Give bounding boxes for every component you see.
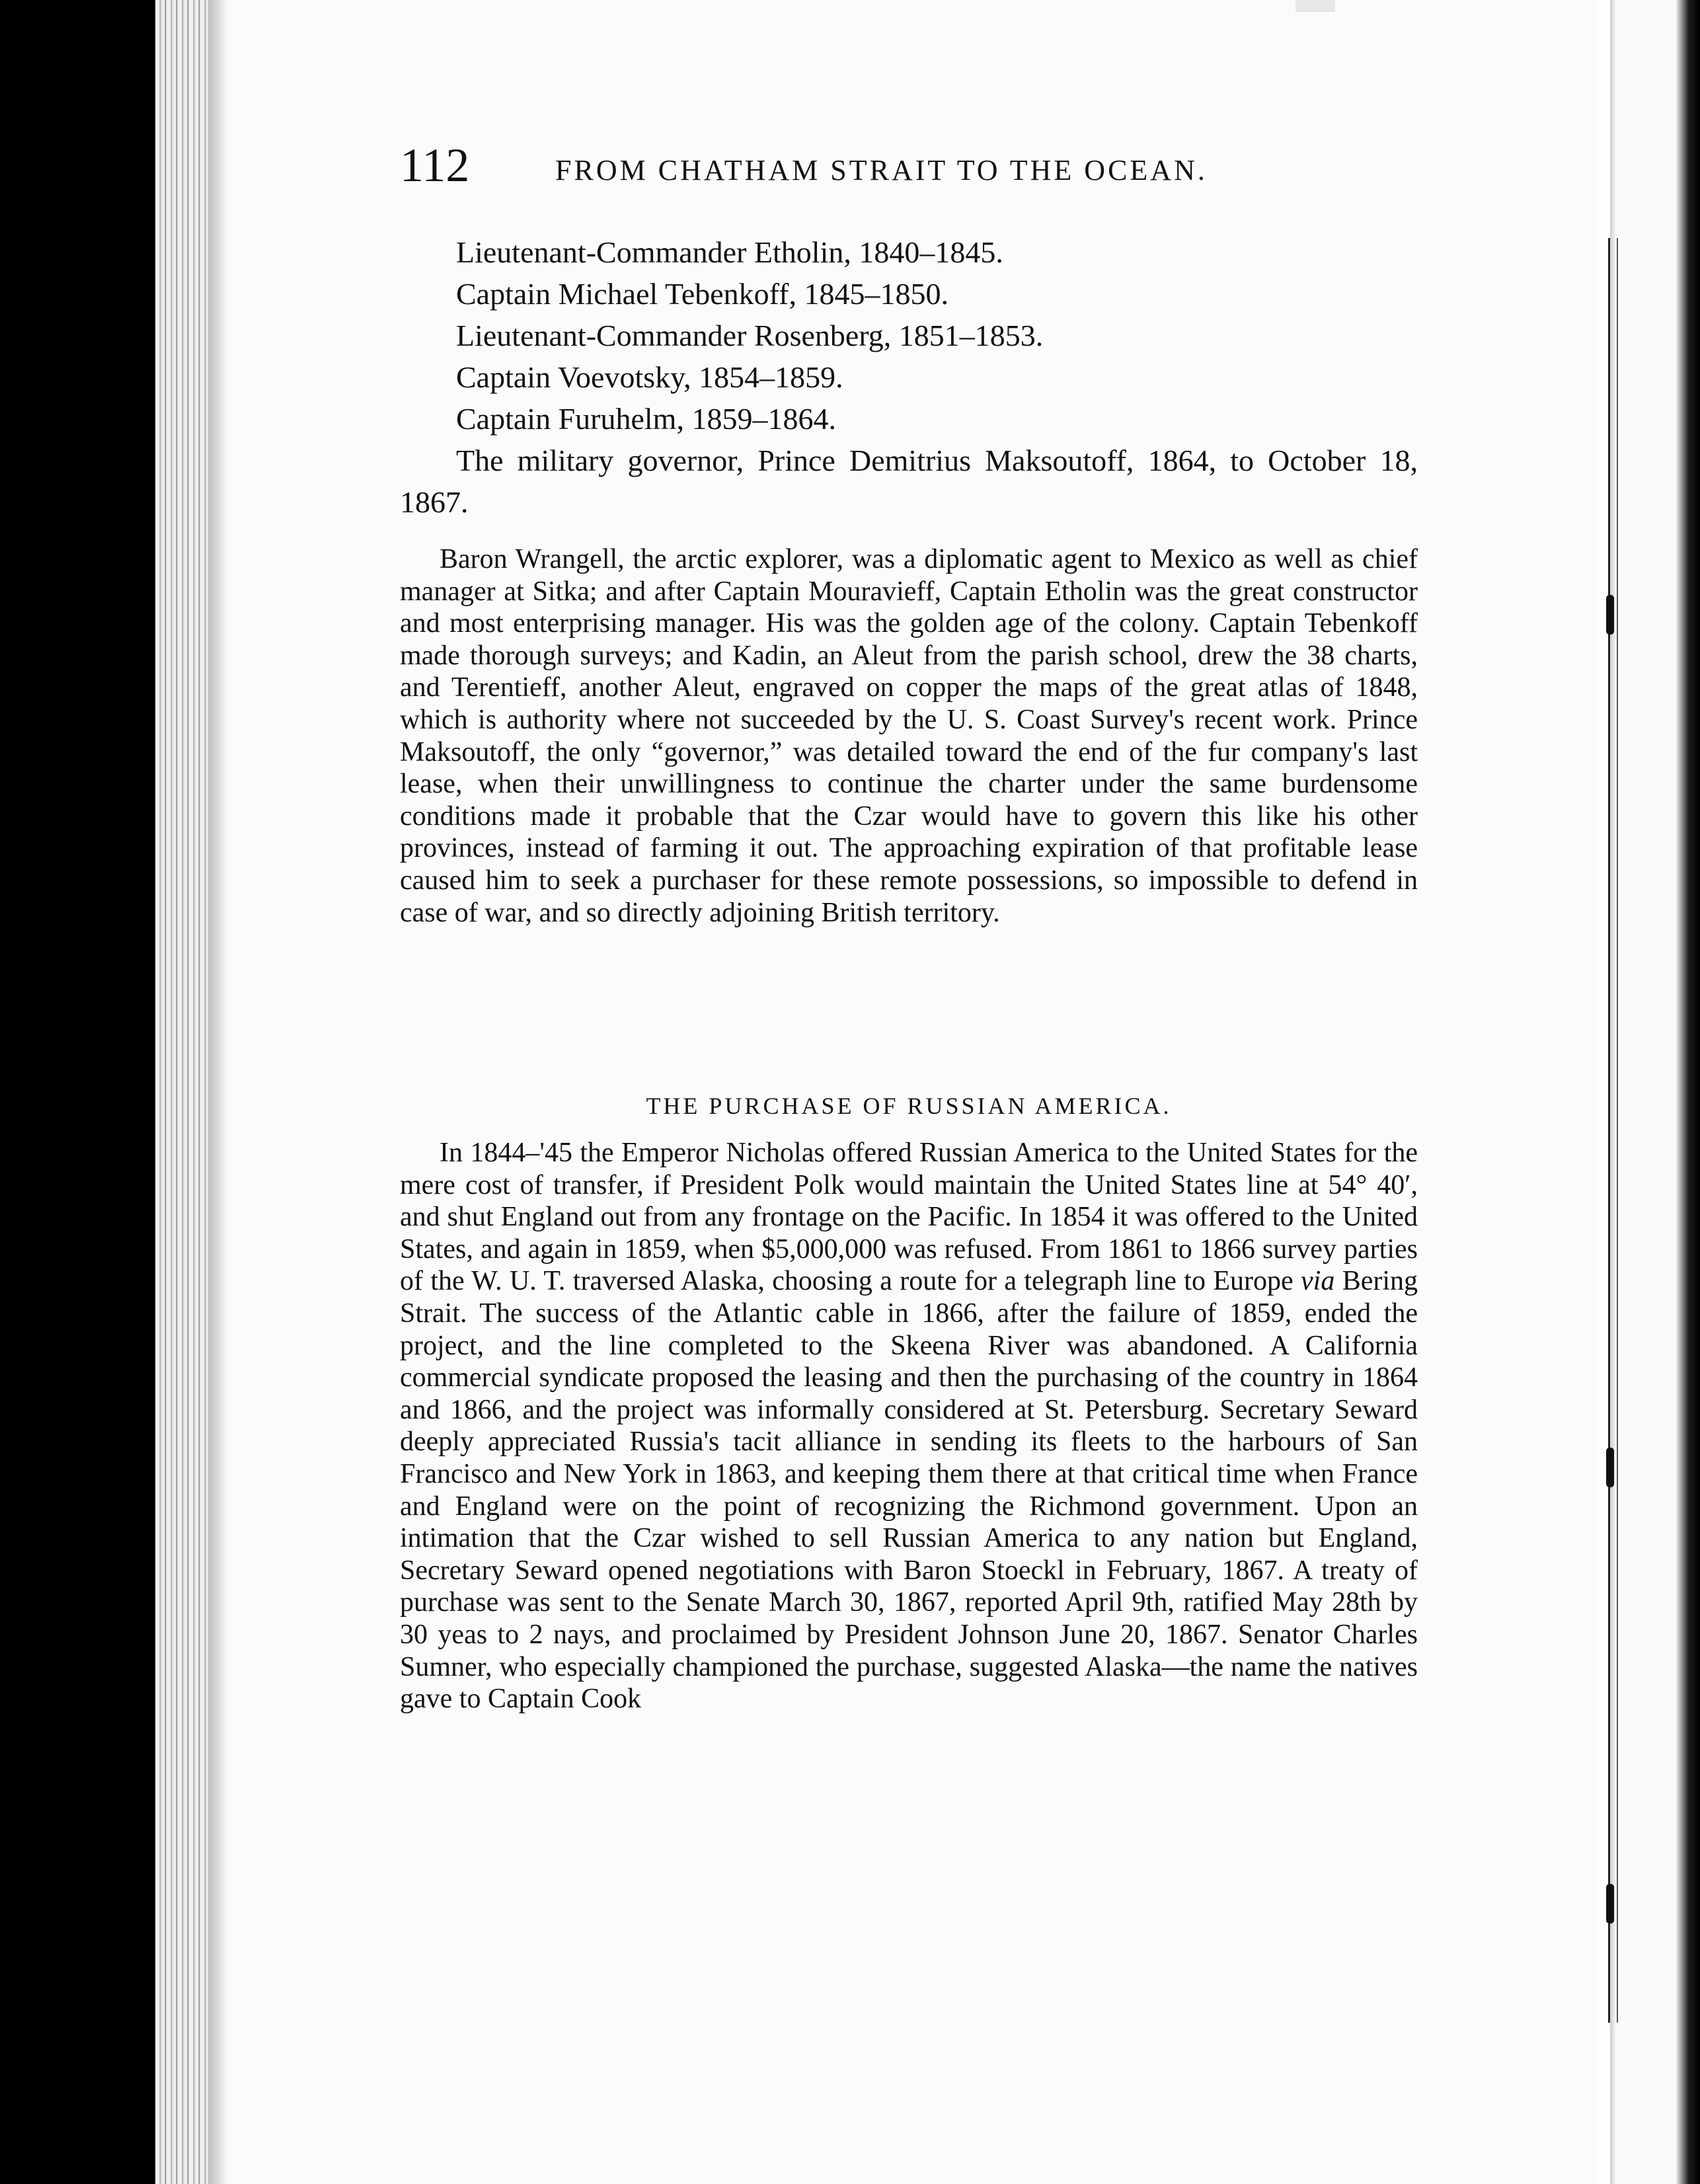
list-item: Lieutenant-Commander Etholin, 1840–1845. [456,235,1003,269]
list-item: Captain Michael Tebenkoff, 1845–1850. [456,277,948,311]
edge-mark [1606,1448,1614,1487]
scan-background-right [1596,0,1700,2184]
running-head: FROM CHATHAM STRAIT TO THE OCEAN. [555,154,1208,186]
list-item: The military governor, Prince Demitrius Maksoutoff, 1864, to October 18, 1867. [400,444,1418,519]
page-header [400,139,1325,192]
paragraph-text: Bering Strait. The success of the Atlantic cable in 1866, after the failure of 1859, ended the project, and the line completed to the Skeena River was abandoned. A California commercial syndicate proposed the leasing and then the purchasing of the country in 1864 and 1866, and the project was informally considered at St. Petersburg. Secretary Seward deeply appreciated Russia's tacit alliance in sending its fleets to the harbours of San Francisco and New York in 1863, and keeping them there at that critical time when France and England were on the point of recognizing the Richmond government. Upon an intimation that the Czar wished to sell Russian America to any nation but England, Secretary Seward opened negotiations with Baron Stoeckl in February, 1867. A treaty of purchase was sent to the Senate March 30, 1867, reported April 9th, ratified May 28th by 30 yeas to 2 nays, and proclaimed by President Johnson June 20, 1867. Senator Charles Sumner, who especially championed the purchase, suggested Alaska—the name the natives gave to Captain Cook [400,1266,1418,1715]
paragraph-purchase [400,1137,1418,1715]
scan-artifact [1295,0,1335,12]
gutter-shadow [208,0,228,2184]
edge-mark [1606,1884,1614,1924]
page-edge-line [1608,238,1610,2023]
page-edge-line-inner [1617,238,1618,2023]
list-item: Captain Voevotsky, 1854–1859. [456,360,843,394]
governors-list [400,231,1418,523]
italic-text: via [1301,1266,1335,1297]
scan-background-left [0,0,155,2184]
section-heading: THE PURCHASE OF RUSSIAN AMERICA. [646,1093,1172,1119]
edge-mark [1606,595,1614,635]
page-edges-left [155,0,208,2184]
paragraph-wrangell: Baron Wrangell, the arctic explorer, was a diplomatic agent to Mexico as well as chief manager at Sitka; and after Captain Mouravieff, Captain Etholin was the great constructor and most enterprising manager. His was the golden age of the colony. Captain Tebenkoff made thorough surveys; and Kadin, an Aleut from the parish school, drew the 38 charts, and Terentieff, another Aleut, engraved on copper the maps of the great atlas of 1848, which is authority where not succeeded by the U. S. Coast Survey's recent work. Prince Maksoutoff, the only “governor,” was detailed toward the end of the fur company's last lease, when their unwillingness to continue the charter under the same burdensome conditions made it probable that the Czar would have to govern this like his other provinces, instead of farming it out. The approaching expiration of that profitable lease caused him to seek a purchaser for these remote possessions, so impossible to defend in case of war, and so directly adjoining British territory. [400,544,1418,928]
paragraph-text: In 1844–'45 the Emperor Nicholas offered Russian America to the United States for the mere cost of transfer, if President Polk would maintain the United States line at 54° 40′, and shut England out from any frontage on the Pacific. In 1854 it was offered to the United States, and again in 1859, when $5,000,000 was refused. From 1861 to 1866 survey parties of the W. U. T. traversed Alaska, choosing a route for a telegraph line to Europe [400,1138,1418,1297]
list-item: Captain Furuhelm, 1859–1864. [456,402,836,436]
list-item: Lieutenant-Commander Rosenberg, 1851–1853. [456,319,1044,352]
page-number: 112 [400,139,470,192]
